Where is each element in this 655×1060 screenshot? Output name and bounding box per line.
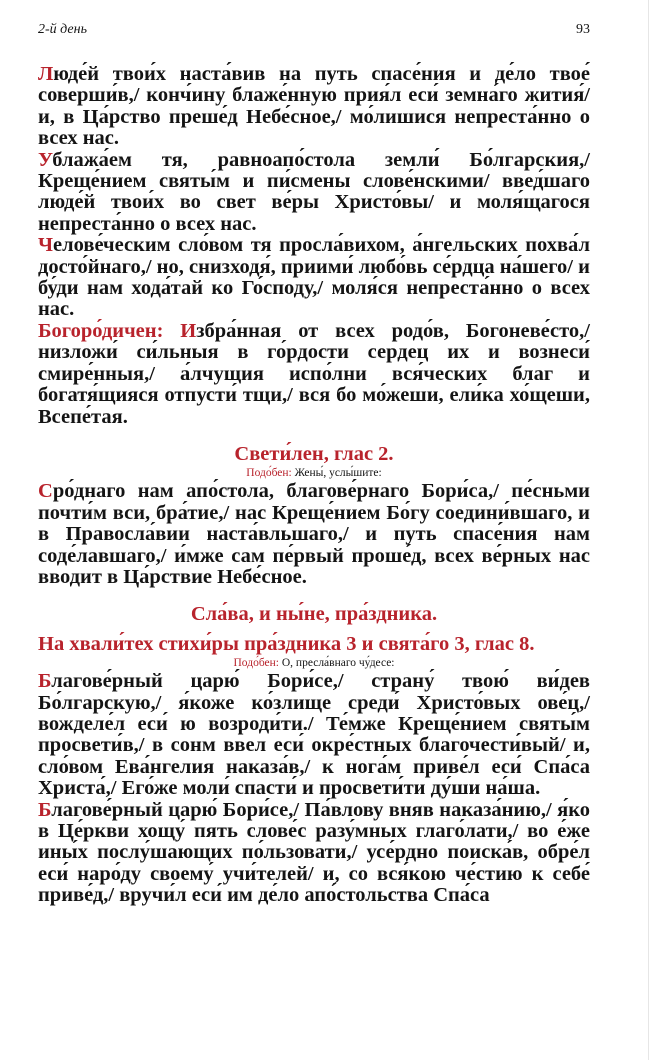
section-title-stichera: На хвали́тех стихи́ры пра́здника 3 и свята́го 3, глас 8. xyxy=(38,632,535,655)
podoben-label: Подо́бен: xyxy=(246,467,292,480)
stichera-paragraph xyxy=(38,800,590,907)
drop-cap: С xyxy=(38,480,53,503)
paragraph-text: збра́нная от всех родо́в, Богоневе́сто,/ низложи́ си́льныя в го́рдости сердец их и вознеси́ смире́нныя,/ а́лчущия испо́лни вся́ческих благ и богатя́щияся отпусти́ тщи,/ вся бо мо́жеши, ели́ка хо́щеши, Всепе́тая. xyxy=(38,319,590,428)
podoben-text: О, пресла́внаго чу́десе: xyxy=(281,657,395,670)
paragraph-text: лагове́рный царю́ Бори́се,/ Па́влову вняв наказа́нию,/ я́ко в Це́ркви хощу́ пять слове́с разу́мных глаго́лати,/ во е́же ины́х послу́шающих по́льзовати,/ усе́рдно поиска́в, обре́л еси́ наро́ду своему́ учи́телей/ и, со вся́кою че́стию к себе́ приве́д,/ вручи́л еси́ им де́ло апо́стольства Спа́са xyxy=(38,798,590,907)
section-title-slava: Сла́ва, и ны́не, пра́здника. xyxy=(190,603,438,626)
paragraph-text: елове́ческим сло́вом тя просла́вихом, а́нгельских похва́л досто́йнаго,/ но, снизходя́, приими́ любо́вь се́рдца на́шего/ и бу́ди нам хода́тай ко Го́споду,/ моля́ся непреста́нно о всех нас. xyxy=(38,234,590,321)
podoben-text: Жены́, услы́шите: xyxy=(294,467,382,480)
theotokion-label: Богоро́дичен: И xyxy=(38,319,197,342)
podoben-line xyxy=(38,655,590,671)
header-day-label: 2-й день xyxy=(38,22,87,37)
svetilen-paragraph xyxy=(38,481,590,588)
drop-cap: У xyxy=(38,148,53,171)
paragraph-text: ро́днаго нам апо́стола, благове́рнаго Бори́са,/ пе́сньми почти́м вси, бра́тие,/ нас Креще́нием Бо́гу соедини́вшаго, и в Правосла́вии наста́вльшаго,/ и путь спасе́ния нам соде́лавшаго,/ и́мже сам пе́рвый проше́д, всех ве́рных нас вводит в Ца́рствие Небе́сное. xyxy=(38,480,590,588)
podoben-label: Подо́бен: xyxy=(233,657,279,670)
stichera-paragraph xyxy=(38,671,590,799)
section-title-svetilen: Свети́лен, глас 2. xyxy=(234,442,394,465)
paragraph-text: юде́й твои́х наста́вив на путь спасе́ния и де́ло твое́ соверши́в,/ конч́ину блаже́нную прия́л еси́ земна́го жития́/ и, в Ца́рство преше́д Небе́сное,/ мо́лишися непреста́нно о всех нас. xyxy=(38,63,590,150)
theotokion-paragraph xyxy=(38,321,590,428)
drop-cap: Ч xyxy=(38,234,54,257)
page-number: 93 xyxy=(576,22,590,37)
stichera-paragraph xyxy=(38,64,590,150)
drop-cap: Б xyxy=(38,670,52,693)
page-edge-line xyxy=(648,0,649,1060)
podoben-line xyxy=(38,465,590,481)
drop-cap: Б xyxy=(38,798,52,821)
running-header xyxy=(38,22,590,44)
stichera-paragraph xyxy=(38,150,590,236)
page-body xyxy=(38,64,590,907)
paragraph-text: блажа́ем тя, равноапо́стола земли́ Бо́лгарския,/ Креще́нием святы́м и пи́смены слове́нскими/ введ́шаго люде́й твои́х во свет ве́ры Христо́вы/ и моля́щагося непреста́нно о всех нас. xyxy=(38,148,590,235)
stichera-paragraph xyxy=(38,235,590,321)
paragraph-text: лагове́рный царю́ Бори́се,/ страну́ твою́ ви́дев Бо́лгарскую,/ я́коже ко́злище среди́ Христо́вых ове́ц,/ вожделе́л еси́ ю возроди́ти./ Те́мже Креще́нием святы́м просвети́в,/ в сонм ввел еси́ окре́стных благочести́вый/ и, сло́вом Ева́нгелия наказа́в,/ к нога́м приве́л еси́ Спа́са Христа́,/ Его́же моли́ спасти́ и просвети́ти ду́ши на́ша. xyxy=(38,670,590,800)
drop-cap: Л xyxy=(38,63,54,85)
